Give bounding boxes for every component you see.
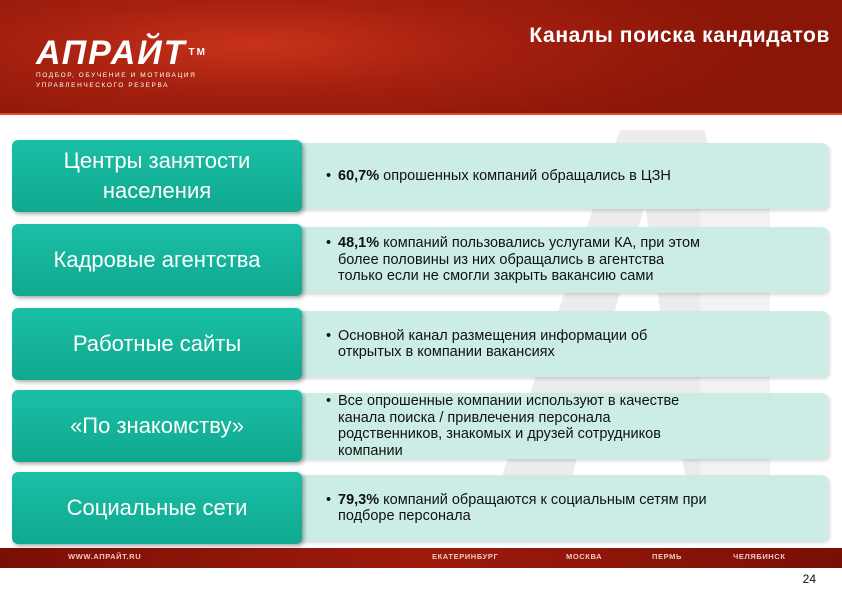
statistic-text: Все опрошенные компании используют в качестве канала поиска / привлечения персонала родственников, знакомых и друзей сотрудников компании xyxy=(338,393,680,459)
header-banner xyxy=(0,0,842,115)
footer-city-chelyabinsk: ЧЕЛЯБИНСК xyxy=(733,552,786,561)
description-text xyxy=(338,168,671,185)
bullet-icon: • xyxy=(326,235,332,252)
channel-label: Центры занятости населения xyxy=(12,140,302,212)
channel-description xyxy=(290,311,828,377)
description-text xyxy=(338,235,700,285)
bullet-icon: • xyxy=(326,491,332,508)
channel-description xyxy=(290,475,828,541)
bullet-icon: • xyxy=(326,327,332,344)
logo-tm: TM xyxy=(188,47,207,58)
company-logo xyxy=(36,36,207,90)
page-number: 24 xyxy=(802,572,816,586)
channel-row xyxy=(12,224,828,296)
logo-wordmark: АПРАЙТ xyxy=(36,34,187,72)
slide-title: Каналы поиска кандидатов xyxy=(529,24,830,47)
footer-city-perm: ПЕРМЬ xyxy=(652,552,682,561)
statistic-value: 60,7% xyxy=(338,167,380,184)
channel-description xyxy=(290,143,828,209)
statistic-value: 79,3% xyxy=(338,491,380,508)
channel-row xyxy=(12,140,828,212)
logo-tagline-1: ПОДБОР, ОБУЧЕНИЕ И МОТИВАЦИЯ xyxy=(36,72,197,79)
statistic-text: Основной канал размещения информации об открытых в компании вакансиях xyxy=(338,327,648,360)
description-text xyxy=(338,328,647,361)
description-text xyxy=(338,492,707,525)
channel-row xyxy=(12,390,828,462)
footer-website[interactable]: WWW.АПРАЙТ.RU xyxy=(68,552,142,561)
channel-label: Работные сайты xyxy=(12,308,302,380)
channel-label: Кадровые агентства xyxy=(12,224,302,296)
channel-label: Социальные сети xyxy=(12,472,302,544)
footer-bar xyxy=(0,548,842,568)
channel-description xyxy=(290,227,828,293)
channel-description xyxy=(290,393,828,459)
statistic-value: 48,1% xyxy=(338,235,380,252)
statistic-text: компаний пользовались услугами КА, при этом более половины из них обращались в агентства только если не смогли закрыть вакансию сами xyxy=(338,235,700,285)
statistic-text: компаний обращаются к социальным сетям при подборе персонала xyxy=(338,491,707,524)
bullet-icon: • xyxy=(326,393,332,409)
bullet-icon: • xyxy=(326,167,332,184)
channel-label: «По знакомству» xyxy=(12,390,302,462)
channel-row xyxy=(12,308,828,380)
footer-city-moscow: МОСКВА xyxy=(566,552,603,561)
channel-row xyxy=(12,472,828,544)
logo-tagline-2: УПРАВЛЕНЧЕСКОГО РЕЗЕРВА xyxy=(36,82,170,89)
statistic-text: опрошенных компаний обращались в ЦЗН xyxy=(379,167,671,184)
footer-city-ekaterinburg: ЕКАТЕРИНБУРГ xyxy=(432,552,499,561)
description-text xyxy=(338,393,679,459)
